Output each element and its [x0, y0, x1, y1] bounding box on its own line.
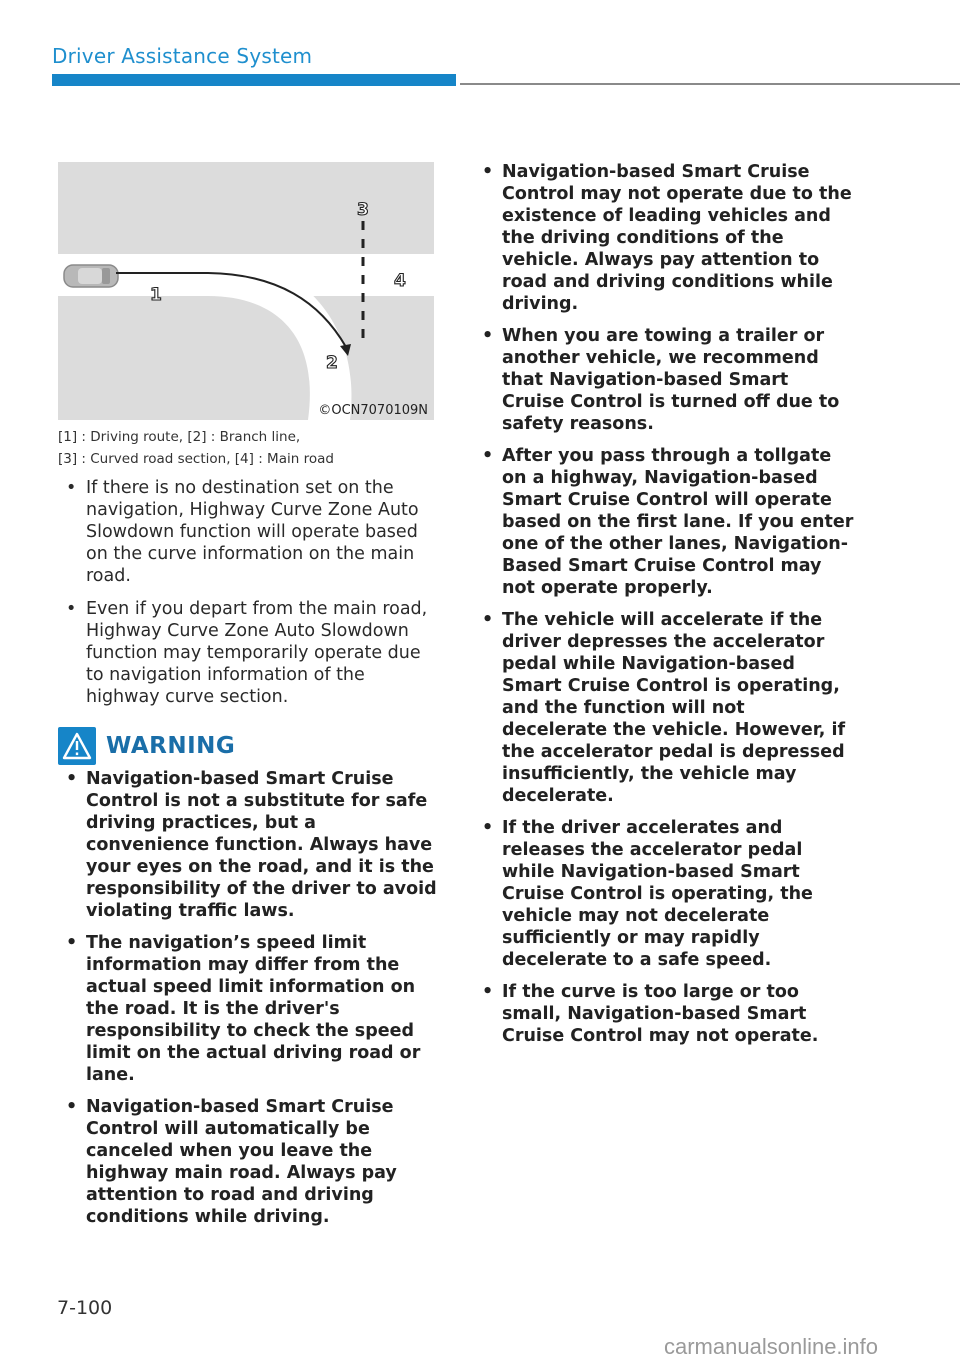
- figure-code-text: OCN7070109N: [331, 403, 428, 418]
- section-title: Driver Assistance System: [52, 44, 313, 68]
- road-diagram: [58, 162, 434, 420]
- list-item: • Navigation-based Smart Cruise Control is not a substitute for safe driving practices, but a convenience function. Always have your eyes on the road, and it is the responsibility of the driver to avoid violating traffic laws.: [66, 769, 437, 921]
- watermark-link[interactable]: carmanualsonline.info: [664, 1334, 879, 1359]
- diagram-label-4: 4: [394, 271, 406, 291]
- figure-code: ©OCN7070109N: [318, 403, 428, 418]
- list-item: • Navigation-based Smart Cruise Control may not operate due to the existence of leading vehicles and the driving conditions of the vehicle. Always pay attention to road and driving conditions while driving.: [482, 162, 852, 314]
- warning-label: WARNING: [106, 733, 236, 759]
- warning-heading: [58, 726, 235, 766]
- list-item: • If the driver accelerates and releases the accelerator pedal while Navigation-based Smart Cruise Control is operating, the vehicle may not decelerate sufficiently or may rapidly decelerate to a safe speed.: [482, 818, 813, 970]
- list-item: • After you pass through a tollgate on a highway, Navigation-based Smart Cruise Control will operate based on the first lane. If you enter one of the other lanes, Navigation-Based Smart Cruise Control may not operate properly.: [482, 446, 854, 598]
- list-item: • The vehicle will accelerate if the driver depresses the accelerator pedal while Navigation-based Smart Cruise Control is operating, and the function will not decelerate the vehicle. However, if the accelerator pedal is depressed insufficiently, the vehicle may decelerate.: [482, 610, 846, 806]
- diagram-label-3: 3: [357, 200, 369, 220]
- page-number: 7-100: [57, 1297, 113, 1319]
- caption-line-1: [1] : Driving route, [2] : Branch line,: [58, 429, 301, 445]
- caption-line-2: [3] : Curved road section, [4] : Main road: [58, 451, 334, 467]
- road-diagram-svg: [58, 162, 434, 420]
- header-rule-accent: [52, 74, 456, 86]
- intro-bullet-list: [58, 477, 442, 719]
- warning-list-right: [474, 161, 854, 1057]
- list-item: • If there is no destination set on the navigation, Highway Curve Zone Auto Slowdown function will operate based on the curve information on the main road.: [66, 478, 419, 586]
- list-item: • If the curve is too large or too small, Navigation-based Smart Cruise Control may not operate.: [482, 982, 819, 1046]
- list-item: • Even if you depart from the main road, Highway Curve Zone Auto Slowdown function may temporarily operate due to navigation information of the highway curve section.: [66, 599, 428, 707]
- warning-triangle-icon: [58, 727, 96, 765]
- figure-caption: [58, 426, 438, 470]
- diagram-label-1: 1: [150, 285, 162, 305]
- header-rule: [460, 83, 960, 85]
- list-item: • When you are towing a trailer or another vehicle, we recommend that Navigation-based Smart Cruise Control is turned off due to safety reasons.: [482, 326, 840, 434]
- car-icon: [64, 265, 118, 287]
- list-item: • Navigation-based Smart Cruise Control will automatically be canceled when you leave the highway main road. Always pay attention to road and driving conditions while driving.: [66, 1097, 397, 1227]
- diagram-label-2: 2: [326, 353, 338, 373]
- warning-list-left: [58, 768, 442, 1238]
- list-item: • The navigation’s speed limit information may differ from the actual speed limit information on the road. It is the driver's responsibility to check the speed limit on the actual driving road or lane.: [66, 933, 421, 1085]
